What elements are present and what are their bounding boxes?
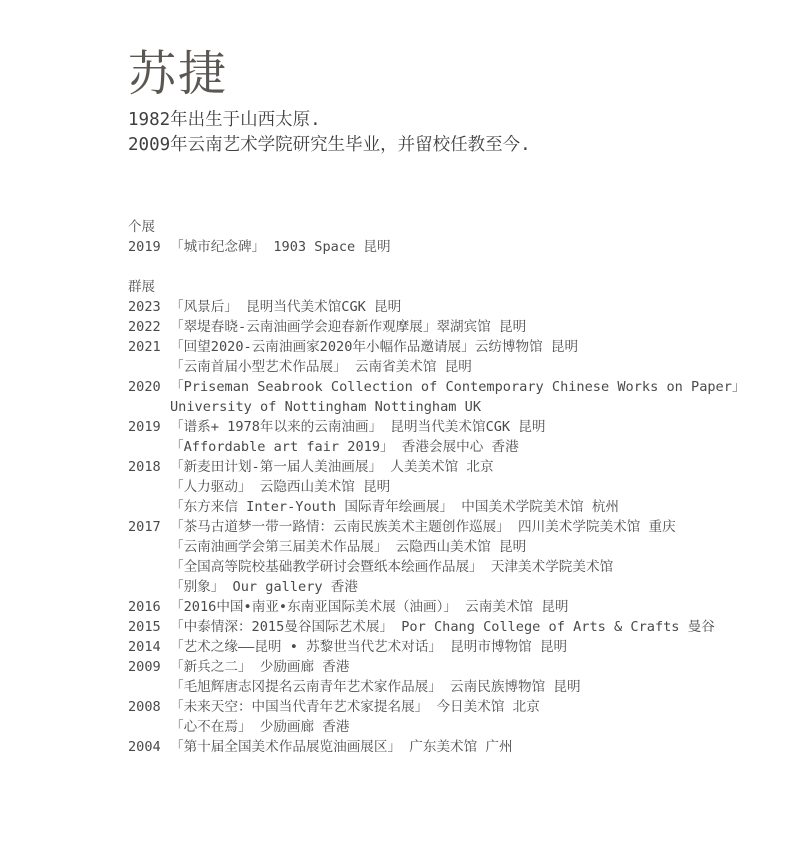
- exhibition-year-row: [128, 457, 788, 517]
- exhibition-year: 2008: [128, 699, 161, 715]
- exhibition-year: 2015: [128, 619, 161, 635]
- exhibition-year-row: [128, 297, 788, 317]
- exhibition-entry: 「茶马古道梦一带一路情：云南民族美术主题创作巡展」 四川美术学院美术馆 重庆: [170, 519, 676, 535]
- exhibition-year-row: [128, 317, 788, 337]
- exhibition-entry: 「人力驱动」 云隐西山美术馆 昆明: [170, 479, 391, 495]
- bio-line-birth: 1982年出生于山西太原.: [128, 110, 321, 130]
- solo-exhibitions-list: [128, 237, 788, 257]
- exhibition-entry: 「毛旭辉唐志冈提名云南青年艺术家作品展」 云南民族博物馆 昆明: [170, 679, 581, 695]
- exhibition-entry: 「城市纪念碑」 1903 Space 昆明: [170, 239, 391, 255]
- group-exhibitions-title: 群展: [128, 279, 155, 295]
- exhibition-entry: 「未来天空：中国当代青年艺术家提名展」 今日美术馆 北京: [170, 699, 540, 715]
- exhibition-entries: [170, 237, 788, 257]
- exhibition-entry: 「全国高等院校基础教学研讨会暨纸本绘画作品展」 天津美术学院美术馆: [170, 559, 614, 575]
- exhibition-year-row: [128, 517, 788, 597]
- exhibition-year: 2019: [128, 239, 161, 255]
- artist-bio: [128, 108, 531, 158]
- exhibition-entry: 「2016中国•南亚•东南亚国际美术展（油画）」 云南美术馆 昆明: [170, 599, 569, 615]
- exhibition-year-row: [128, 637, 788, 657]
- exhibition-entries: [170, 637, 788, 657]
- exhibition-year: 2021: [128, 339, 161, 355]
- exhibition-year-row: [128, 617, 788, 637]
- exhibition-year: 2022: [128, 319, 161, 335]
- exhibition-entry: 「Affordable art fair 2019」 香港会展中心 香港: [170, 439, 519, 455]
- exhibition-year: 2014: [128, 639, 161, 655]
- exhibition-year: 2018: [128, 459, 161, 475]
- exhibition-year: 2017: [128, 519, 161, 535]
- exhibition-entry: 「谱系+ 1978年以来的云南油画」 昆明当代美术馆CGK 昆明: [170, 419, 546, 435]
- exhibition-year: 2004: [128, 739, 161, 755]
- exhibition-year-row: [128, 697, 788, 737]
- exhibition-entry: 「风景后」 昆明当代美术馆CGK 昆明: [170, 299, 402, 315]
- exhibition-year: 2019: [128, 419, 161, 435]
- exhibition-entries: [170, 657, 788, 697]
- exhibition-entry: 「第十届全国美术作品展览油画展区」 广东美术馆 广州: [170, 739, 513, 755]
- exhibition-entry: 「心不在焉」 少励画廊 香港: [170, 719, 350, 735]
- exhibition-entry: 「新麦田计划-第一届人美油画展」 人美美术馆 北京: [170, 459, 494, 475]
- exhibition-entries: [170, 337, 788, 377]
- exhibition-year-row: [128, 657, 788, 697]
- exhibition-year-row: [128, 737, 788, 757]
- exhibition-year-row: [128, 237, 788, 257]
- exhibition-year: 2023: [128, 299, 161, 315]
- artist-name: 苏捷: [128, 46, 229, 102]
- exhibition-year: 2016: [128, 599, 161, 615]
- exhibition-entry: 「艺术之缘——昆明 • 苏黎世当代艺术对话」 昆明市博物馆 昆明: [170, 639, 568, 655]
- exhibition-entries: [170, 697, 788, 737]
- exhibition-year-row: [128, 377, 788, 417]
- exhibition-entries: [170, 737, 788, 757]
- solo-exhibitions-title: 个展: [128, 219, 155, 235]
- exhibition-entries: [170, 517, 788, 597]
- exhibition-entry: 「中泰情深：2015曼谷国际艺术展」 Por Chang College of Arts & Crafts 曼谷: [170, 619, 715, 635]
- group-exhibitions-list: [128, 297, 788, 757]
- bio-line-education: 2009年云南艺术学院研究生毕业，并留校任教至今.: [128, 135, 531, 155]
- exhibition-entry: 「东方来信 Inter-Youth 国际青年绘画展」 中国美术学院美术馆 杭州: [170, 499, 620, 515]
- exhibition-year-row: [128, 337, 788, 377]
- exhibition-entries: [170, 317, 788, 337]
- exhibition-entry: 「新兵之二」 少励画廊 香港: [170, 659, 350, 675]
- exhibition-entries: [170, 377, 788, 417]
- exhibition-entries: [170, 297, 788, 317]
- exhibition-entry: 「别象」 Our gallery 香港: [170, 579, 358, 595]
- exhibition-entries: [170, 417, 788, 457]
- exhibition-year: 2009: [128, 659, 161, 675]
- exhibition-entry: 「回望2020-云南油画家2020年小幅作品邀请展」云纺博物馆 昆明: [170, 339, 579, 355]
- exhibition-year-row: [128, 597, 788, 617]
- exhibition-entries: [170, 597, 788, 617]
- exhibition-year: 2020: [128, 379, 161, 395]
- exhibition-year-row: [128, 417, 788, 457]
- exhibition-entry: 「云南首届小型艺术作品展」 云南省美术馆 昆明: [170, 359, 472, 375]
- exhibition-entry: 「翠堤春晓-云南油画学会迎春新作观摩展」翠湖宾馆 昆明: [170, 319, 527, 335]
- exhibition-entry: 「云南油画学会第三届美术作品展」 云隐西山美术馆 昆明: [170, 539, 527, 555]
- exhibition-entries: [170, 457, 788, 517]
- exhibition-entry: 「Priseman Seabrook Collection of Contemporary Chinese Works on Paper」 University of Nottingham Nottingham UK: [170, 379, 746, 415]
- exhibition-entries: [170, 617, 788, 637]
